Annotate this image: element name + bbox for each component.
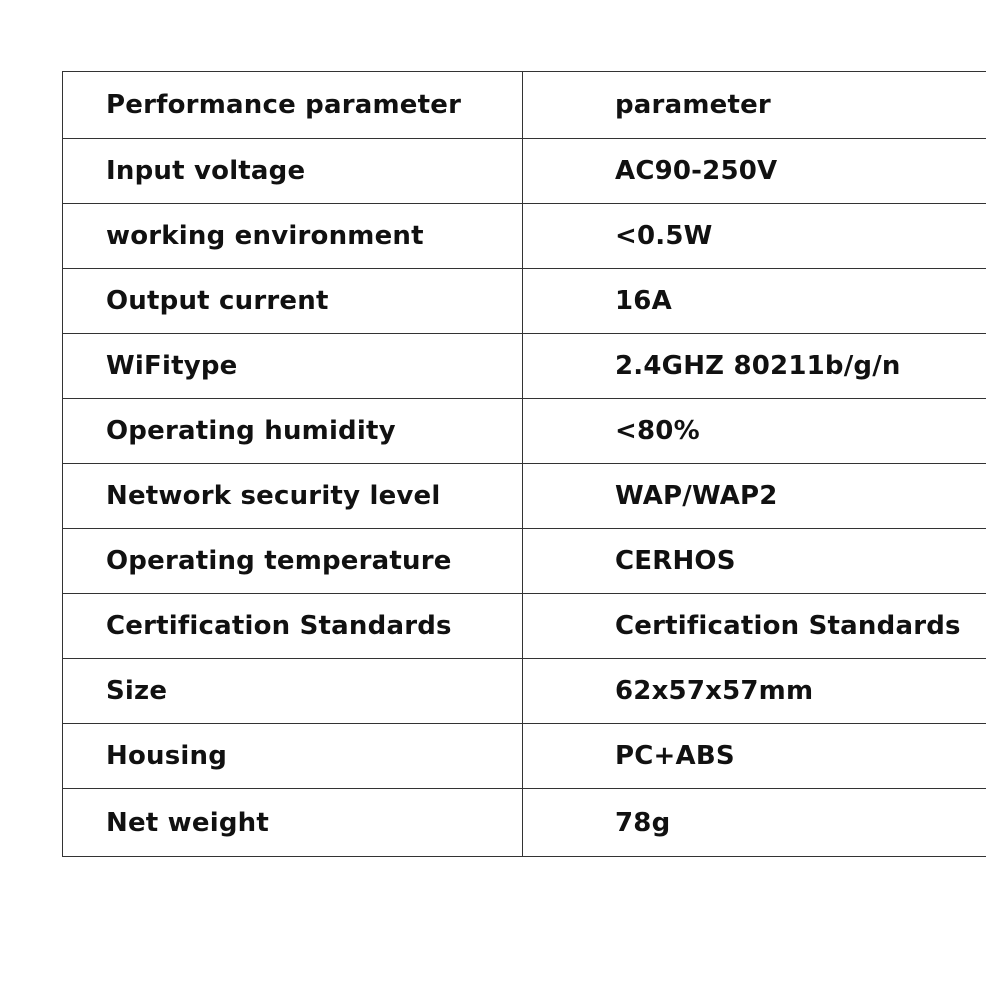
row-label: Size: [63, 659, 523, 724]
row-value: AC90-250V: [523, 139, 986, 204]
row-label: Output current: [63, 269, 523, 334]
row-value: <80%: [523, 399, 986, 464]
spec-table: [62, 71, 986, 857]
row-label: working environment: [63, 204, 523, 269]
row-value: CERHOS: [523, 529, 986, 594]
row-label: Certification Standards: [63, 594, 523, 659]
table-row: [63, 724, 986, 789]
row-label: Input voltage: [63, 139, 523, 204]
row-value: <0.5W: [523, 204, 986, 269]
table-row: [63, 334, 986, 399]
table-row: [63, 204, 986, 269]
row-value: 2.4GHZ 80211b/g/n: [523, 334, 986, 399]
row-label: Operating temperature: [63, 529, 523, 594]
row-label: WiFitype: [63, 334, 523, 399]
table-row: [63, 594, 986, 659]
row-value: PC+ABS: [523, 724, 986, 789]
header-label-cell: Performance parameter: [63, 72, 523, 139]
table-row: [63, 399, 986, 464]
header-value-cell: parameter: [523, 72, 986, 139]
table-row: [63, 529, 986, 594]
row-label: Housing: [63, 724, 523, 789]
row-label: Operating humidity: [63, 399, 523, 464]
table-header-row: [63, 72, 986, 139]
row-value: 16A: [523, 269, 986, 334]
table-row: [63, 789, 986, 857]
table-row: [63, 464, 986, 529]
table-row: [63, 659, 986, 724]
row-value: WAP/WAP2: [523, 464, 986, 529]
row-label: Net weight: [63, 789, 523, 857]
row-value: Certification Standards: [523, 594, 986, 659]
row-label: Network security level: [63, 464, 523, 529]
row-value: 78g: [523, 789, 986, 857]
table-row: [63, 139, 986, 204]
table-row: [63, 269, 986, 334]
row-value: 62x57x57mm: [523, 659, 986, 724]
